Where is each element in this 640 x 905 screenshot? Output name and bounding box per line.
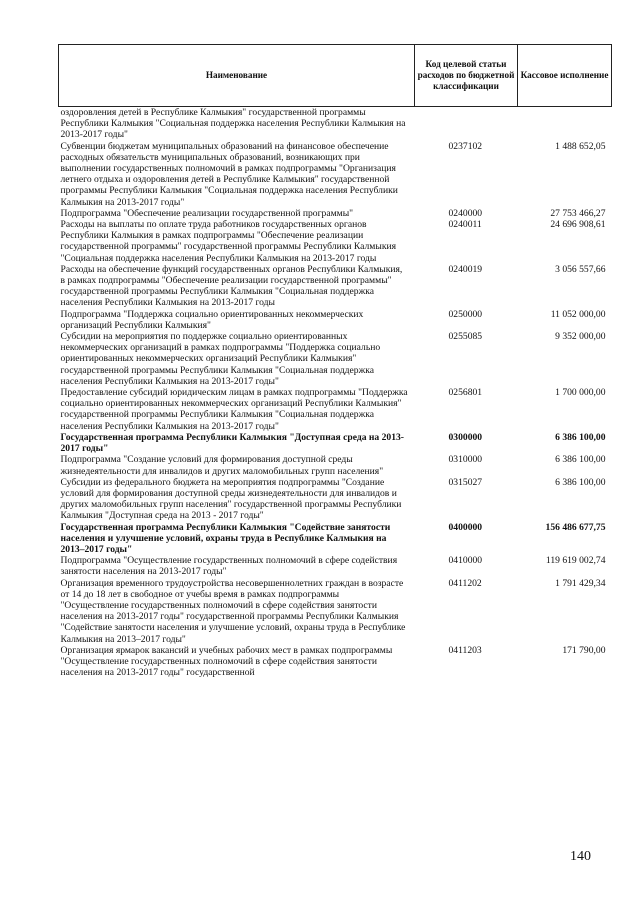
cell-code: 0240000: [448, 207, 483, 219]
cell-name: Субсидии из федерального бюджета на мероприятия подпрограммы "Создание условий для формирования доступной среды жизнедеятельности для инвалидов и других маломобильных групп населения" государственной программы Республики Калмыкия "Доступная среда на 2013 - 2017 годы": [60, 476, 402, 522]
cell-code: 0256801: [448, 387, 483, 399]
cell-amount: 1 791 429,34: [555, 577, 606, 589]
cell-name: Предоставление субсидий юридическим лицам в рамках подпрограммы "Поддержка социально ориентированных некоммерческих организаций Республики Калмыкия" государственной программы Республики Калмыкия "Социальная поддержка населения Республики Калмыкия на 2013-2017 годы": [60, 387, 408, 432]
cell-name: Государственная программа Республики Калмыкия "Доступная среда на 2013-2017 годы": [60, 431, 404, 455]
cell-code: 0400000: [448, 521, 483, 533]
cell-amount: 24 696 908,61: [550, 219, 606, 231]
cell-code: 0240011: [448, 219, 482, 231]
table-row: [59, 107, 612, 141]
cell-name: Подпрограмма "Осуществление государственных полномочий в сфере содействия занятости населения на 2013-2017 годы": [60, 555, 398, 578]
table-body: [59, 107, 612, 679]
table-row: [59, 578, 612, 645]
cell-amount: 11 052 000,00: [550, 308, 606, 320]
cell-code: 0250000: [448, 308, 483, 320]
cell-name: Расходы на выплаты по оплате труда работников государственных органов Республики Калмыкия в рамках подпрограммы "Обеспечение реализации государственной программы" государственной программы Республики Калмыкия "Социальная поддержка населения Республики Калмыкия на 2013-2017 годы: [60, 219, 397, 264]
table-row: [59, 264, 612, 309]
cell-name: Расходы на обеспечение функций государственных органов Республики Калмыкия, в рамках подпрограммы "Обеспечение реализации государственной программы" государственной программы Республики Калмыкия "Социальная поддержка населения Республики Калмыкия на 2013-2017 годы: [60, 263, 403, 309]
cell-name: Подпрограмма "Создание условий для формирования доступной среды жизнедеятельности для инвалидов и других маломобильных групп населения": [60, 454, 384, 477]
cell-code: 0300000: [448, 431, 483, 443]
header-amount: Кассовое исполнение: [518, 45, 612, 107]
cell-name: Подпрограмма "Обеспечение реализации государственной программы": [60, 207, 354, 219]
header-code: Код целевой статьи расходов по бюджетной классификации: [415, 45, 518, 107]
cell-code: 0310000: [448, 454, 483, 466]
cell-amount: 3 056 557,66: [555, 263, 606, 275]
cell-amount: 9 352 000,00: [555, 331, 606, 343]
table-row: [59, 522, 612, 556]
cell-amount: 6 386 100,00: [555, 476, 606, 488]
cell-name: оздоровления детей в Республике Калмыкия" государственной программы Республики Калмыкия "Социальная поддержка населения Республики Калмыкия на 2013-2017 годы": [60, 107, 406, 141]
cell-amount: 119 619 002,74: [545, 555, 606, 567]
cell-amount: 6 386 100,00: [555, 454, 606, 466]
cell-amount: 171 790,00: [562, 644, 606, 656]
table-row: [59, 432, 612, 454]
table-row: [59, 331, 612, 387]
cell-code: 0411202: [448, 577, 482, 589]
cell-amount: 1 488 652,05: [555, 140, 606, 152]
cell-code: 0240019: [448, 263, 483, 275]
cell-amount: 6 386 100,00: [555, 431, 606, 443]
cell-code: 0411203: [448, 644, 482, 656]
cell-code: 0237102: [448, 140, 483, 152]
page-number: 140: [570, 849, 591, 864]
table-row: [59, 309, 612, 331]
cell-code: [415, 107, 518, 141]
table-header: [59, 45, 612, 107]
table-row: [59, 454, 612, 476]
cell-amount: 156 486 677,75: [545, 521, 606, 533]
cell-name: Организация временного трудоустройства несовершеннолетних граждан в возрасте от 14 до 18 лет в свободное от учебы время в рамках подпрограммы "Осуществление государственных полномочий в сфере содействия занятости населения на 2013-2017 годы" государственной программы Республики Калмыкия "Содействие занятости населения и улучшение условий, охраны труда в Республике Калмыкия на 2013–2017 годы": [60, 577, 406, 645]
table-row: [59, 555, 612, 577]
table-row: [59, 645, 612, 679]
cell-name: Субвенции бюджетам муниципальных образований на финансовое обеспечение расходных обязательств муниципальных образований, возникающих при выполнении государственных полномочий в рамках подпрограммы "Организация летнего отдыха и оздоровления детей в Республике Калмыкия" государственной программы Республики Калмыкия "Социальная поддержка населения Республики Калмыкия на 2013-2017 годы": [60, 140, 398, 208]
cell-name: Государственная программа Республики Калмыкия "Содействие занятости населения и улучшение условий, охраны труда в Республике Калмыкия на 2013–2017 годы": [60, 521, 391, 555]
cell-code: 0315027: [448, 476, 483, 488]
cell-name: Организация ярмарок вакансий и учебных рабочих мест в рамках подпрограммы "Осуществление государственных полномочий в сфере содействия занятости населения на 2013-2017 годы" государственной: [60, 644, 393, 679]
cell-code: 0410000: [448, 555, 483, 567]
table-row: [59, 477, 612, 522]
table-row: [59, 141, 612, 208]
cell-amount: 27 753 466,27: [550, 207, 606, 219]
budget-table: [58, 44, 612, 678]
cell-amount: [518, 107, 612, 141]
table-row: [59, 387, 612, 432]
header-name: Наименование: [59, 45, 415, 107]
table-row: [59, 208, 612, 219]
cell-amount: 1 700 000,00: [555, 387, 606, 399]
cell-name: Субсидии на мероприятия по поддержке социально ориентированных некоммерческих организаций в рамках подпрограммы "Поддержка социально ориентированных некоммерческих организаций Республики Калмыкия" государственной программы Республики Калмыкия "Социальная поддержка населения Республики Калмыкия на 2013-2017 годы": [60, 331, 381, 387]
cell-name: Подпрограмма "Поддержка социально ориентированных некоммерческих организаций Республики Калмыкия": [60, 308, 364, 331]
cell-code: 0255085: [448, 331, 483, 343]
table-row: [59, 219, 612, 264]
